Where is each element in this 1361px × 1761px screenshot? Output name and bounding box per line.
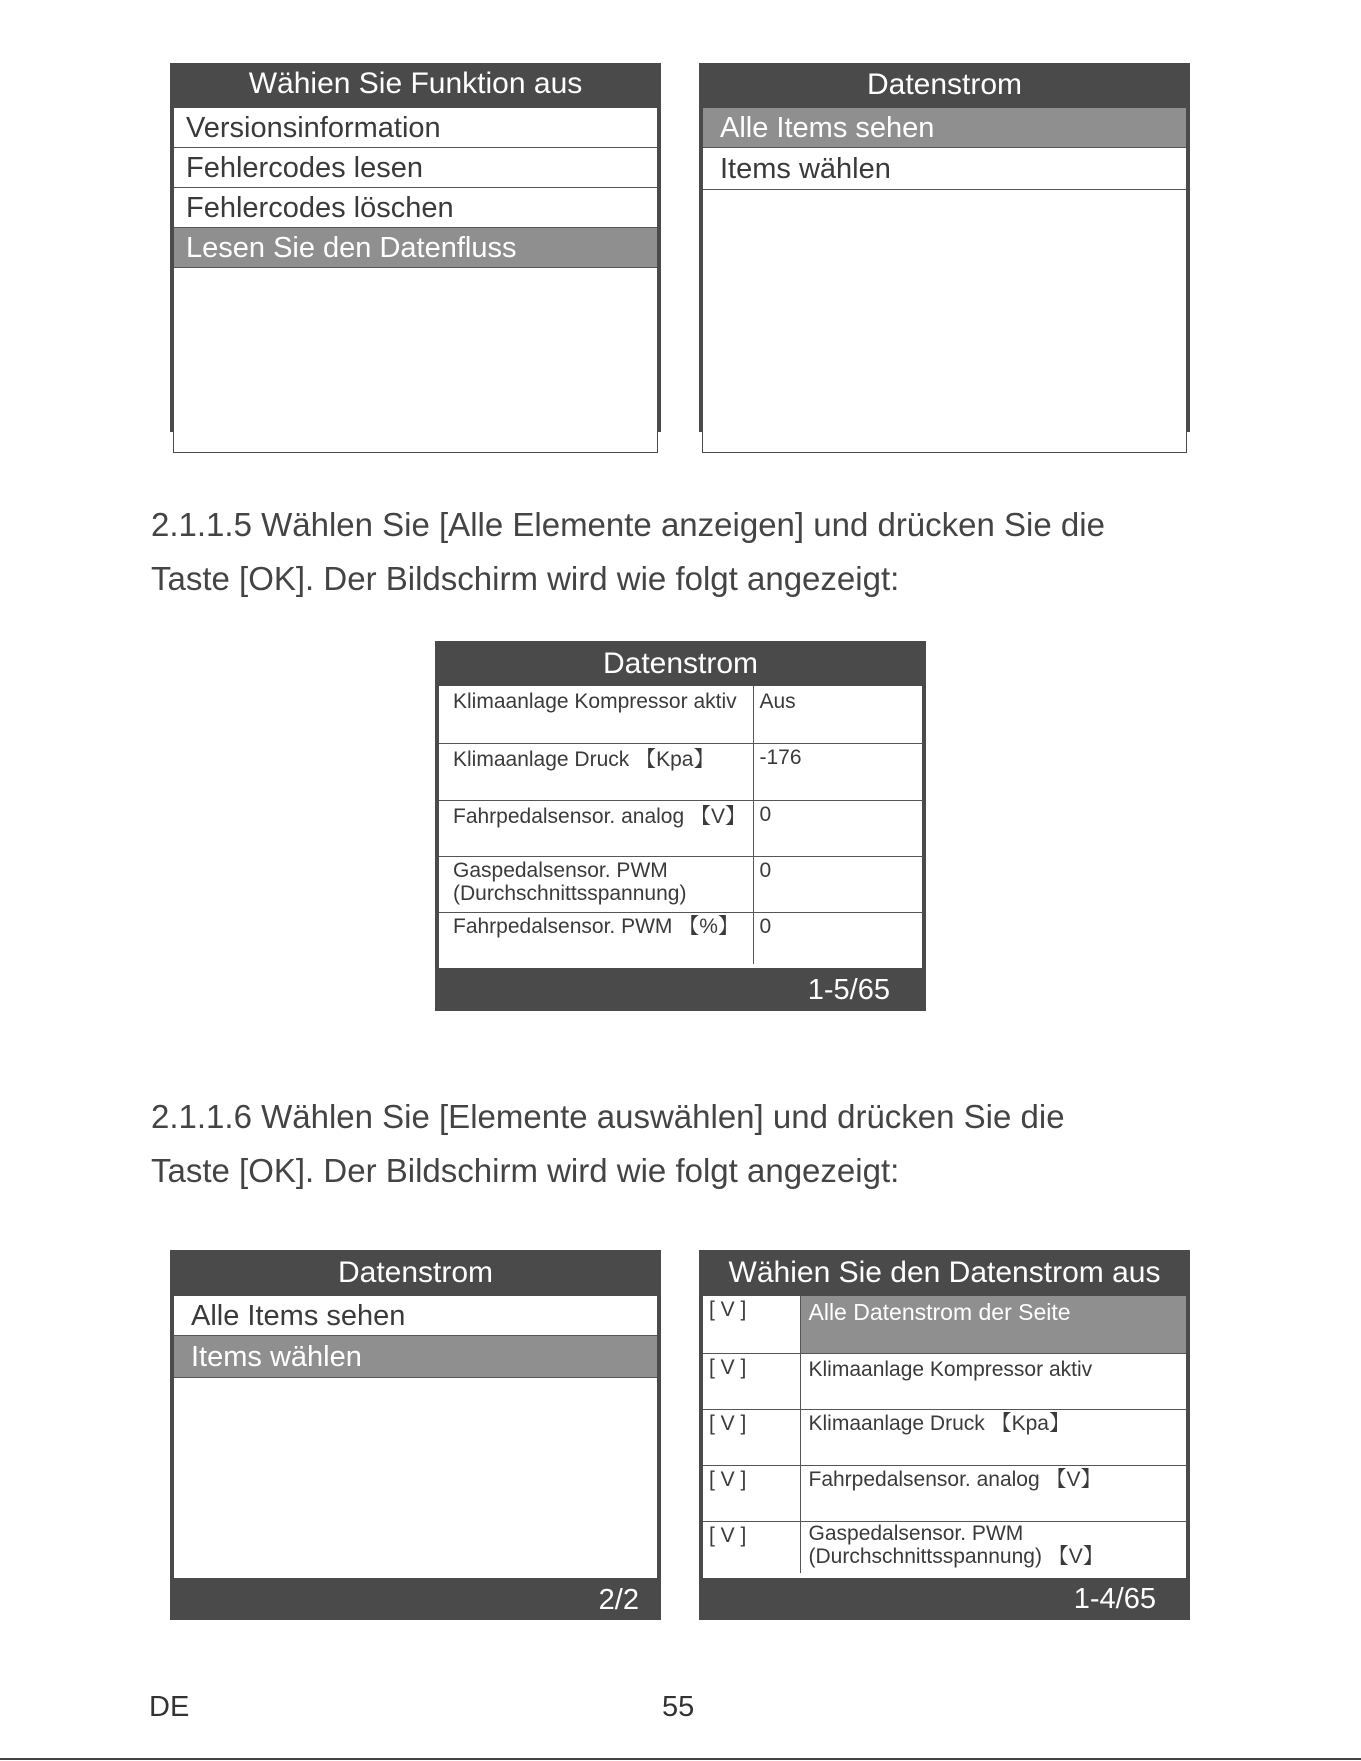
menu-item-clear-codes[interactable]: Fehlercodes löschen (174, 188, 657, 228)
row-checkbox[interactable]: [ V ] (703, 1521, 800, 1573)
menu-item-version-info[interactable]: Versionsinformation (174, 108, 657, 148)
row-label: Fahrpedalsensor. analog 【V】 (800, 1465, 1186, 1521)
data-stream-menu-screen-2 (170, 1250, 661, 1620)
screen-title: Datenstrom (866, 68, 1023, 101)
instruction-line: Taste [OK]. Der Bildschirm wird wie folgt angezeigt: (151, 1152, 900, 1189)
table-row (439, 856, 922, 912)
table-row[interactable] (703, 1409, 1186, 1465)
row-label: Klimaanlage Druck 【Kpa】 (800, 1409, 1186, 1465)
param-name: Klimaanlage Druck 【Kpa】 (439, 743, 753, 800)
table-row (439, 800, 922, 856)
table-row[interactable] (703, 1296, 1186, 1353)
param-name: Fahrpedalsensor. PWM 【%】 (439, 912, 753, 964)
screen-title: Wähien Sie Funktion aus (248, 67, 583, 100)
menu-item-view-all[interactable]: Alle Items sehen (174, 1296, 657, 1336)
page-indicator: 1/2 (1127, 396, 1168, 428)
menu-item-view-all[interactable]: Alle Items sehen (703, 108, 1186, 148)
select-table (702, 1295, 1187, 1579)
page-indicator: 2/2 (598, 1584, 639, 1616)
param-name: Gaspedalsensor. PWM (Durchschnittsspannung) (439, 856, 753, 912)
page-indicator: 1-5/65 (807, 974, 890, 1006)
page-indicator: 4/4 (598, 395, 639, 427)
screen-title: Datenstrom (337, 1256, 494, 1289)
instruction-line: 2.1.1.6 Wählen Sie [Elemente auswählen] und drücken Sie die (151, 1098, 1065, 1135)
menu-list (173, 1295, 658, 1579)
row-label: Gaspedalsensor. PWM (Durchschnittsspannung) 【V】 (808, 1521, 1104, 1568)
row-checkbox[interactable]: [ V ] (703, 1296, 800, 1353)
data-table (438, 685, 923, 969)
page-number: 55 (662, 1691, 695, 1723)
data-stream-values-screen (435, 641, 926, 1011)
table-row[interactable] (703, 1465, 1186, 1521)
bottom-rule (0, 1758, 1361, 1760)
row-checkbox[interactable]: [ V ] (703, 1409, 800, 1465)
instruction-2-1-1-6 (151, 1090, 1211, 1198)
param-value: 0 (753, 856, 922, 912)
row-label: Alle Datenstrom der Seite (800, 1296, 1186, 1353)
table-row[interactable] (703, 1521, 1186, 1573)
row-checkbox[interactable]: [ V ] (703, 1353, 800, 1409)
instruction-2-1-1-5 (151, 498, 1211, 606)
language-code: DE (149, 1691, 190, 1723)
table-row (439, 912, 922, 964)
param-value: -176 (753, 743, 922, 800)
screen-title: Datenstrom (602, 647, 759, 680)
param-value: 0 (753, 800, 922, 856)
menu-item-read-codes[interactable]: Fehlercodes lesen (174, 148, 657, 188)
row-checkbox[interactable]: [ V ] (703, 1465, 800, 1521)
table-row[interactable] (703, 1353, 1186, 1409)
select-data-stream-screen (699, 1250, 1190, 1620)
param-name: Fahrpedalsensor. analog 【V】 (439, 800, 753, 856)
param-value: Aus (753, 686, 922, 743)
data-stream-menu-screen (699, 63, 1190, 432)
menu-list (173, 107, 658, 453)
page-indicator: 1-4/65 (1073, 1583, 1156, 1615)
menu-item-read-data-stream[interactable]: Lesen Sie den Datenfluss (174, 228, 657, 268)
menu-item-select-items[interactable]: Items wählen (703, 148, 1186, 190)
param-value: 0 (759, 914, 772, 938)
row-label: Klimaanlage Kompressor aktiv (800, 1353, 1186, 1409)
instruction-line: 2.1.1.5 Wählen Sie [Alle Elemente anzeigen] und drücken Sie die (151, 506, 1105, 543)
function-menu-screen (170, 63, 661, 432)
screen-title: Wähien Sie den Datenstrom aus (728, 1256, 1161, 1289)
table-row (439, 743, 922, 800)
instruction-line: Taste [OK]. Der Bildschirm wird wie folgt angezeigt: (151, 560, 900, 597)
menu-item-select-items[interactable]: Items wählen (174, 1336, 657, 1378)
table-row (439, 686, 922, 743)
param-name: Klimaanlage Kompressor aktiv (439, 686, 753, 743)
menu-list (702, 107, 1187, 453)
